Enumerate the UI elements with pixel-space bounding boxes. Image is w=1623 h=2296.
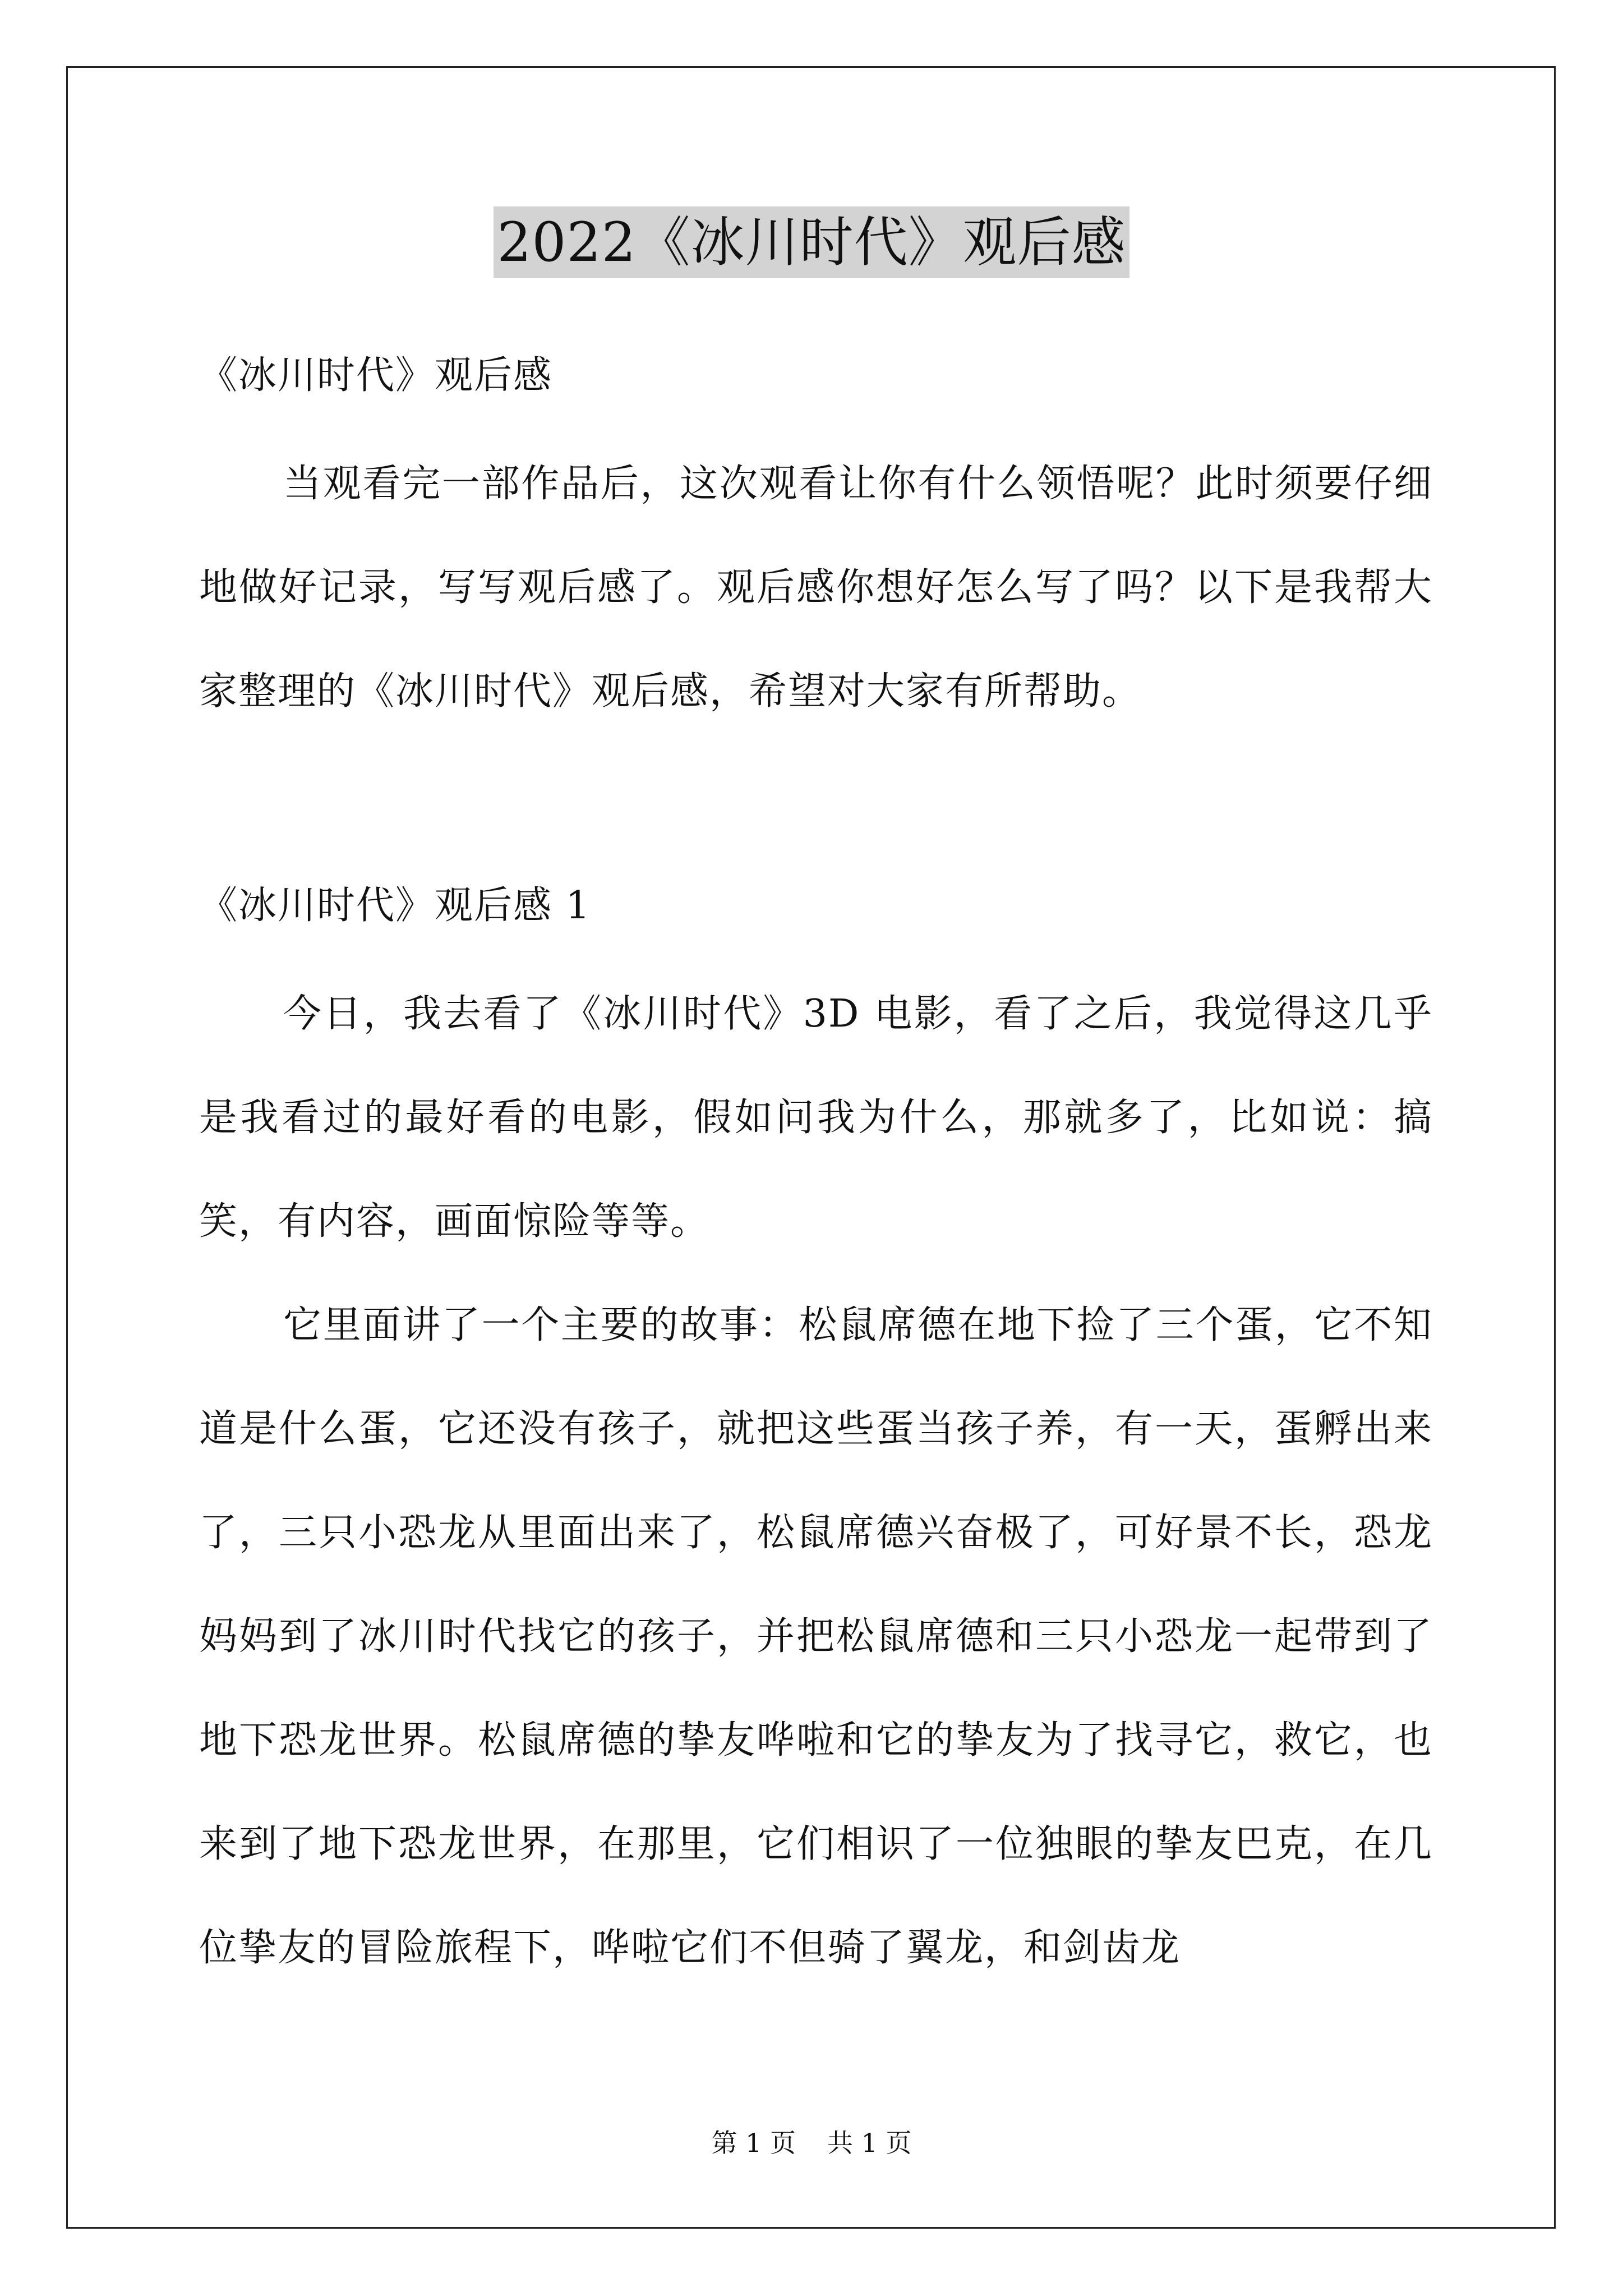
document-subtitle: 《冰川时代》观后感: [199, 353, 553, 398]
section-heading: 《冰川时代》观后感 1: [199, 884, 591, 928]
body-block: [199, 962, 1433, 2000]
intro-block: [199, 432, 1433, 743]
page-total: 共 1 页: [827, 2128, 912, 2158]
title-container: [0, 206, 1623, 278]
document-title: 2022《冰川时代》观后感: [494, 206, 1129, 278]
intro-paragraph: 当观看完一部作品后，这次观看让你有什么领悟呢？此时须要仔细地做好记录，写写观后感了。观后感你想好怎么写了吗？以下是我帮大家整理的《冰川时代》观后感，希望对大家有所帮助。: [199, 462, 1433, 714]
page-footer: [0, 2126, 1623, 2160]
page-number: 第 1 页: [711, 2128, 796, 2158]
body-paragraph-2: 它里面讲了一个主要的故事：松鼠席德在地下捡了三个蛋，它不知道是什么蛋，它还没有孩子，就把这些蛋当孩子养，有一天，蛋孵出来了，三只小恐龙从里面出来了，松鼠席德兴奋极了，可好景不长，恐龙妈妈到了冰川时代找它的孩子，并把松鼠席德和三只小恐龙一起带到了地下恐龙世界。松鼠席德的挚友哗啦和它的挚友为了找寻它，救它，也来到了地下恐龙世界，在那里，它们相识了一位独眼的挚友巴克，在几位挚友的冒险旅程下，哗啦它们不但骑了翼龙，和剑齿龙: [199, 1303, 1433, 1970]
body-paragraph-1: 今日，我去看了《冰川时代》3D 电影，看了之后，我觉得这几乎是我看过的最好看的电影，假如问我为什么，那就多了，比如说：搞笑，有内容，画面惊险等等。: [199, 992, 1433, 1244]
